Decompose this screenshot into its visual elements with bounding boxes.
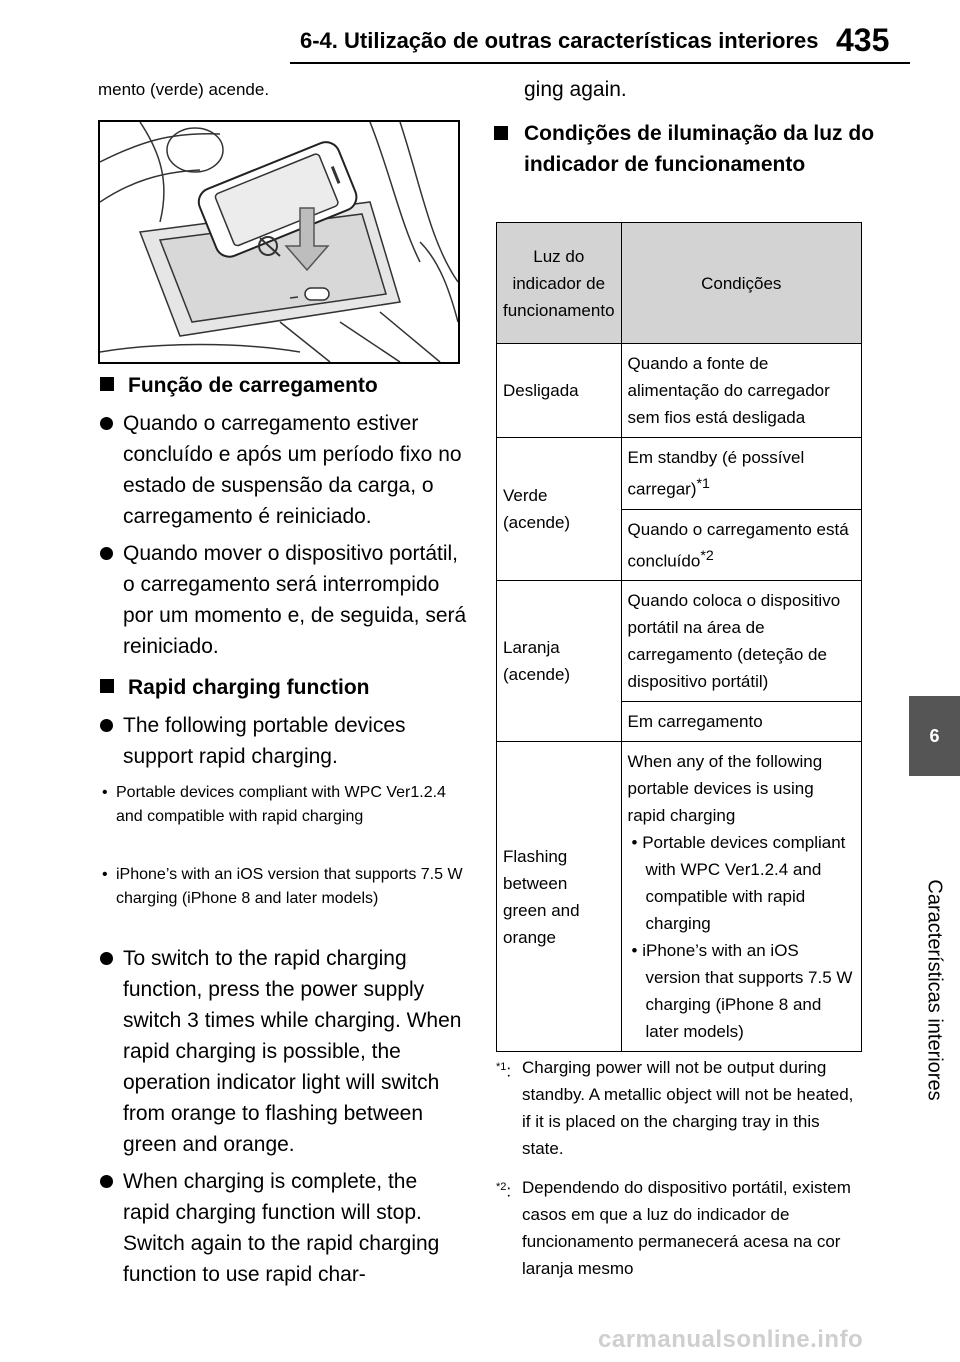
indicator-conditions-table <box>496 222 862 1052</box>
footnote-1-sup: *1 <box>496 1061 507 1073</box>
table-row <box>497 742 862 1052</box>
heading-indicator-conditions: Condições de iluminação da luz do indicador de funcionamento <box>492 118 904 180</box>
condition-off: Quando a fonte de alimentação do carregador sem fios está desligada <box>621 344 861 438</box>
watermark: carmanualsonline.info <box>598 1326 864 1353</box>
page-number: 435 <box>836 22 890 58</box>
condition-complete-text: Quando o carregamento está concluído <box>627 519 849 571</box>
bullet-charging-restart: Quando o carregamento estiver concluído e após um período fixo no estado de suspensão da carga, o carregamento é reiniciado. <box>99 408 469 532</box>
heading-charging-function: Função de carregamento <box>98 370 378 401</box>
footnote-ref-2: *2 <box>700 547 714 564</box>
footnote-2-mark: $^{*2}$: <box>496 1181 512 1201</box>
condition-charging: Em carregamento <box>621 702 861 742</box>
table-row <box>497 581 862 702</box>
condition-rapid-item-wpc-text: Portable devices compliant with WPC Ver1.2.4 and compatible with rapid charging <box>642 833 846 934</box>
list-item-wpc: • Portable devices compliant with WPC Ver1.2.4 and compatible with rapid charging <box>100 781 472 829</box>
bullet-device-move: Quando mover o dispositivo portátil, o carregamento será interrompido por um momento e, de seguida, será reiniciado. <box>99 538 469 662</box>
footnote-1-text: Charging power will not be output during standby. A metallic object will not be heated, if it is placed on the charging tray in this state. <box>522 1058 854 1158</box>
list-item-iphone: • iPhone’s with an iOS version that supports 7.5 W charging (iPhone 8 and later models) <box>100 863 472 911</box>
footnote-ref-1: *1 <box>696 476 710 492</box>
condition-standby-text: Em standby (é possível carregar) <box>627 448 805 499</box>
table-header-row <box>497 223 862 344</box>
wireless-charging-figure <box>98 120 460 364</box>
heading-rapid-charging: Rapid charging function <box>98 672 370 703</box>
condition-standby <box>621 438 861 510</box>
bullet-switch-rapid: To switch to the rapid charging function, press the power supply switch 3 times while charging. When rapid charging is possible, the operation indicator light will switch from orange to flashing between green and orange. <box>99 943 469 1160</box>
condition-rapid-item-wpc: • Portable devices compliant with WPC Ver1.2.4 and compatible with rapid charging <box>631 833 846 934</box>
light-orange: Laranja (acende) <box>497 581 622 742</box>
condition-rapid-text: When any of the following portable devices is using rapid charging <box>627 752 823 826</box>
footnote-1-mark: $^{*1}$: <box>496 1061 512 1081</box>
table-header-conditions: Condições <box>621 223 861 344</box>
header-rule <box>290 62 910 64</box>
table-header-light: Luz do indicador de funcionamento <box>497 223 622 344</box>
light-flashing: Flashing between green and orange <box>497 742 622 1052</box>
condition-rapid <box>621 742 861 1052</box>
condition-rapid-item-iphone-text: iPhone’s with an iOS version that supports 7.5 W charging (iPhone 8 and later models) <box>642 941 853 1042</box>
footnote-1 <box>496 1054 862 1162</box>
chapter-tab[interactable]: 6 <box>909 696 960 776</box>
light-green: Verde (acende) <box>497 438 622 581</box>
charger-illustration-icon <box>100 122 458 362</box>
condition-rapid-item-iphone: • iPhone’s with an iOS version that supports 7.5 W charging (iPhone 8 and later models) <box>631 941 853 1042</box>
bullet-rapid-devices: The following portable devices support rapid charging. <box>99 710 469 772</box>
light-off: Desligada <box>497 344 622 438</box>
bullet-rapid-stop: When charging is complete, the rapid charging function will stop. Switch again to the rapid charging function to use rapid char- <box>99 1166 469 1290</box>
footnote-2-sup: *2 <box>496 1181 507 1193</box>
condition-complete <box>621 509 861 581</box>
continued-text-right: ging again. <box>524 78 627 101</box>
footnote-2 <box>496 1174 862 1282</box>
table-row <box>497 344 862 438</box>
chapter-label: Características interiores <box>923 879 946 1101</box>
section-title: 6-4. Utilização de outras características interiores <box>300 28 819 53</box>
footnote-2-text: Dependendo do dispositivo portátil, existem casos em que a luz do indicador de funcionamento permanecerá acesa na cor laranja mesmo <box>522 1178 851 1278</box>
condition-detection: Quando coloca o dispositivo portátil na área de carregamento (deteção de dispositivo portátil) <box>621 581 861 702</box>
continued-text: mento (verde) acende. <box>98 80 270 99</box>
table-row <box>497 438 862 510</box>
